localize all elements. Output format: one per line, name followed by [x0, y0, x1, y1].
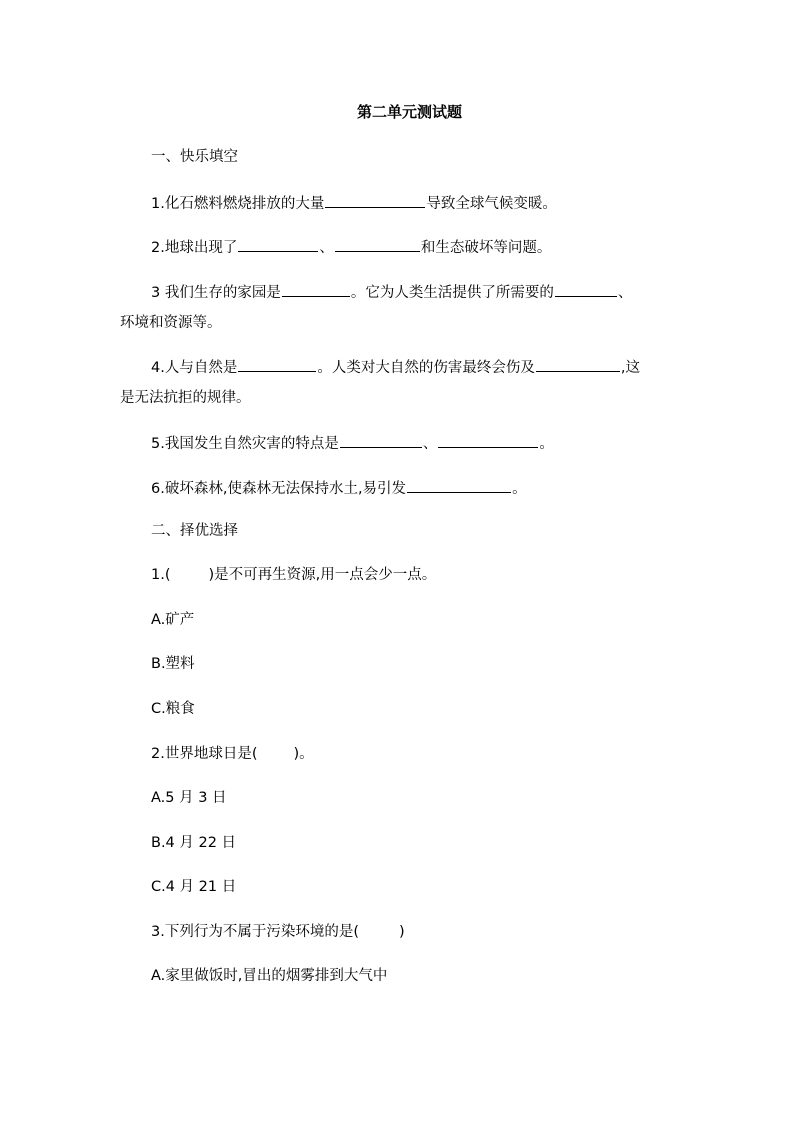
- option-c[interactable]: C.4 月 21 日: [151, 879, 237, 895]
- question-text: 1.(: [151, 567, 171, 583]
- answer-blank[interactable]: [340, 432, 422, 448]
- question-text: 导致全球气候变暖。: [426, 196, 557, 212]
- question-text: 、: [319, 240, 334, 256]
- answer-blank[interactable]: [325, 192, 425, 208]
- question-text: 5.我国发生自然灾害的特点是: [151, 436, 339, 452]
- question-text: 1.化石燃料燃烧排放的大量: [151, 196, 325, 212]
- option-a[interactable]: A.5 月 3 日: [151, 790, 227, 806]
- option-c[interactable]: C.粮食: [151, 701, 195, 717]
- answer-blank[interactable]: [555, 281, 617, 297]
- answer-blank[interactable]: [438, 432, 538, 448]
- question-4: [151, 356, 640, 378]
- choice-question-3: [151, 922, 405, 942]
- question-text: 和生态破坏等问题。: [420, 240, 552, 256]
- choice-question-2: [151, 744, 314, 764]
- question-3: [151, 281, 632, 303]
- question-text: 4.人与自然是: [151, 360, 238, 376]
- question-text: 。人类对大自然的伤害最终会伤及: [317, 360, 535, 376]
- question-text: 2.世界地球日是(: [151, 746, 258, 762]
- answer-blank[interactable]: [238, 236, 318, 252]
- option-b[interactable]: B.塑料: [151, 656, 195, 672]
- answer-blank[interactable]: [282, 281, 350, 297]
- question-text: 2.地球出现了: [151, 240, 238, 256]
- answer-blank[interactable]: [238, 356, 316, 372]
- answer-blank[interactable]: [536, 356, 620, 372]
- choice-question-1: [151, 565, 436, 585]
- question-5: [151, 432, 554, 454]
- option-b[interactable]: B.4 月 22 日: [151, 835, 237, 851]
- question-text: ,这: [620, 360, 640, 376]
- question-text: ): [399, 924, 405, 940]
- answer-blank[interactable]: [407, 477, 511, 493]
- question-text: 6.破坏森林,使森林无法保持水土,易引发: [151, 481, 407, 497]
- section-heading-fill-blank: 一、快乐填空: [151, 149, 238, 165]
- option-a[interactable]: A.家里做饭时,冒出的烟雾排到大气中: [151, 968, 388, 984]
- question-text: 3 我们生存的家园是: [151, 285, 281, 301]
- option-a[interactable]: A.矿产: [151, 612, 195, 628]
- answer-blank[interactable]: [335, 236, 420, 252]
- question-text: 3.下列行为不属于污染环境的是(: [151, 924, 359, 940]
- question-text: 。: [512, 481, 527, 497]
- question-3-continued: 环境和资源等。: [120, 315, 222, 331]
- question-text: )。: [293, 746, 314, 762]
- question-text: 。它为人类生活提供了所需要的: [350, 285, 554, 301]
- question-1: [151, 192, 557, 214]
- question-2: [151, 236, 551, 258]
- question-4-continued: 是无法抗拒的规律。: [120, 390, 251, 406]
- question-6: [151, 477, 527, 499]
- page-title: 第二单元测试题: [357, 103, 463, 121]
- question-text: )是不可再生资源,用一点会少一点。: [208, 567, 437, 583]
- question-text: 、: [422, 436, 438, 452]
- question-text: 。: [539, 436, 554, 452]
- question-text: 、: [617, 285, 633, 301]
- section-heading-choice: 二、择优选择: [151, 523, 238, 539]
